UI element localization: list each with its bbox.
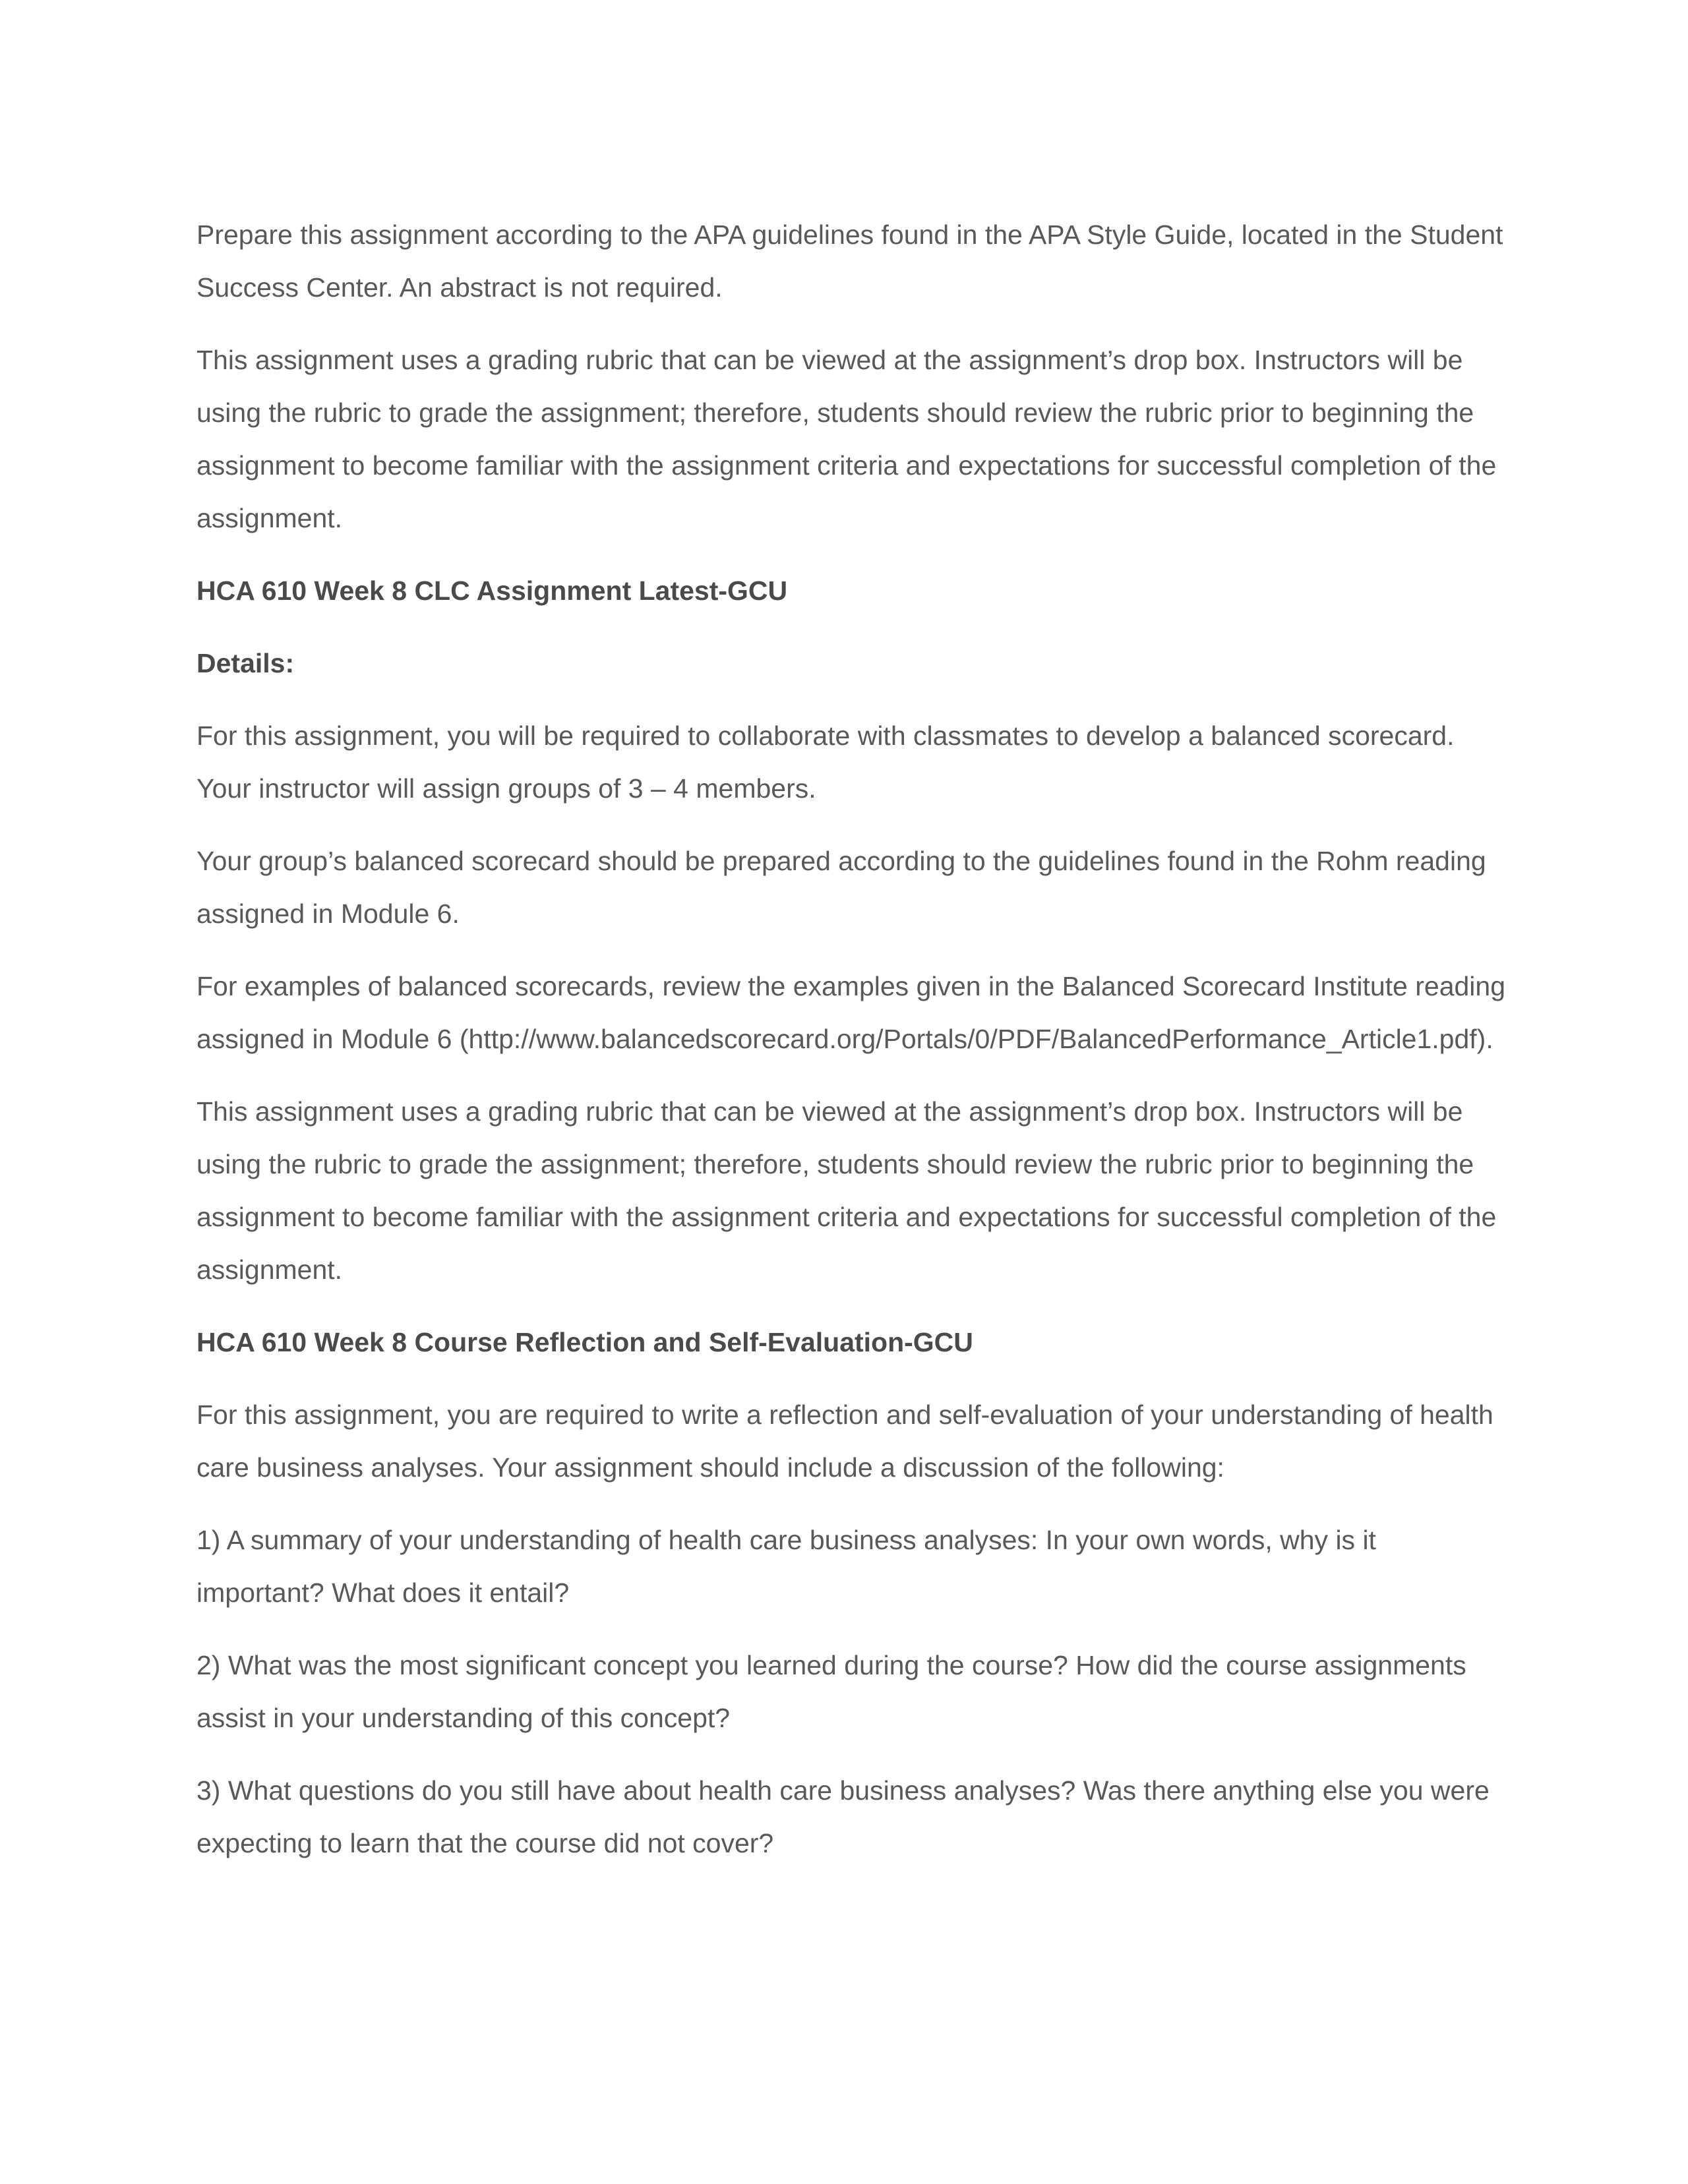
rubric-paragraph-2: This assignment uses a grading rubric that can be viewed at the assignment’s drop box. Instructors will be using the rubric to grade the assignment; therefore, students should review the rubric prior to beginning the assignment to become familiar with the assignment criteria and expectations for successful completion of the assignment. — [196, 1096, 1497, 1285]
reflection-item-2: 2) What was the most significant concept you learned during the course? How did the course assignments assist in your understanding of this concept? — [196, 1650, 1466, 1733]
reflection-intro-paragraph: For this assignment, you are required to write a reflection and self-evaluation of your understanding of health care business analyses. Your assignment should include a discussion of the following: — [196, 1400, 1493, 1483]
reflection-item-1: 1) A summary of your understanding of health care business analyses: In your own words, why is it important? What does it entail? — [196, 1525, 1376, 1608]
collaboration-paragraph: For this assignment, you will be required to collaborate with classmates to develop a balanced scorecard. Your instructor will assign groups of 3 – 4 members. — [196, 721, 1455, 804]
rubric-paragraph: This assignment uses a grading rubric that can be viewed at the assignment’s drop box. Instructors will be using the rubric to grade the assignment; therefore, students should review the rubric prior to beginning the assignment to become familiar with the assignment criteria and expectations for successful completion of the assignment. — [196, 345, 1497, 533]
scorecard-examples-paragraph: For examples of balanced scorecards, review the examples given in the Balanced Scorecard Institute reading assigned in Module 6 (http://www.balancedscorecard.org/Portals/0/PDF/BalancedPerformance_Article1.pdf). — [196, 971, 1506, 1054]
clc-assignment-heading: HCA 610 Week 8 CLC Assignment Latest-GCU — [196, 576, 788, 606]
details-heading: Details: — [196, 648, 295, 678]
document-body — [196, 208, 1509, 1889]
apa-instructions-paragraph: Prepare this assignment according to the APA guidelines found in the APA Style Guide, located in the Student Success Center. An abstract is not required. — [196, 220, 1503, 303]
reflection-item-3: 3) What questions do you still have about health care business analyses? Was there anything else you were expecting to learn that the course did not cover? — [196, 1775, 1490, 1858]
scorecard-guidelines-paragraph: Your group’s balanced scorecard should be prepared according to the guidelines found in the Rohm reading assigned in Module 6. — [196, 846, 1486, 929]
course-reflection-heading: HCA 610 Week 8 Course Reflection and Self-Evaluation-GCU — [196, 1327, 973, 1357]
